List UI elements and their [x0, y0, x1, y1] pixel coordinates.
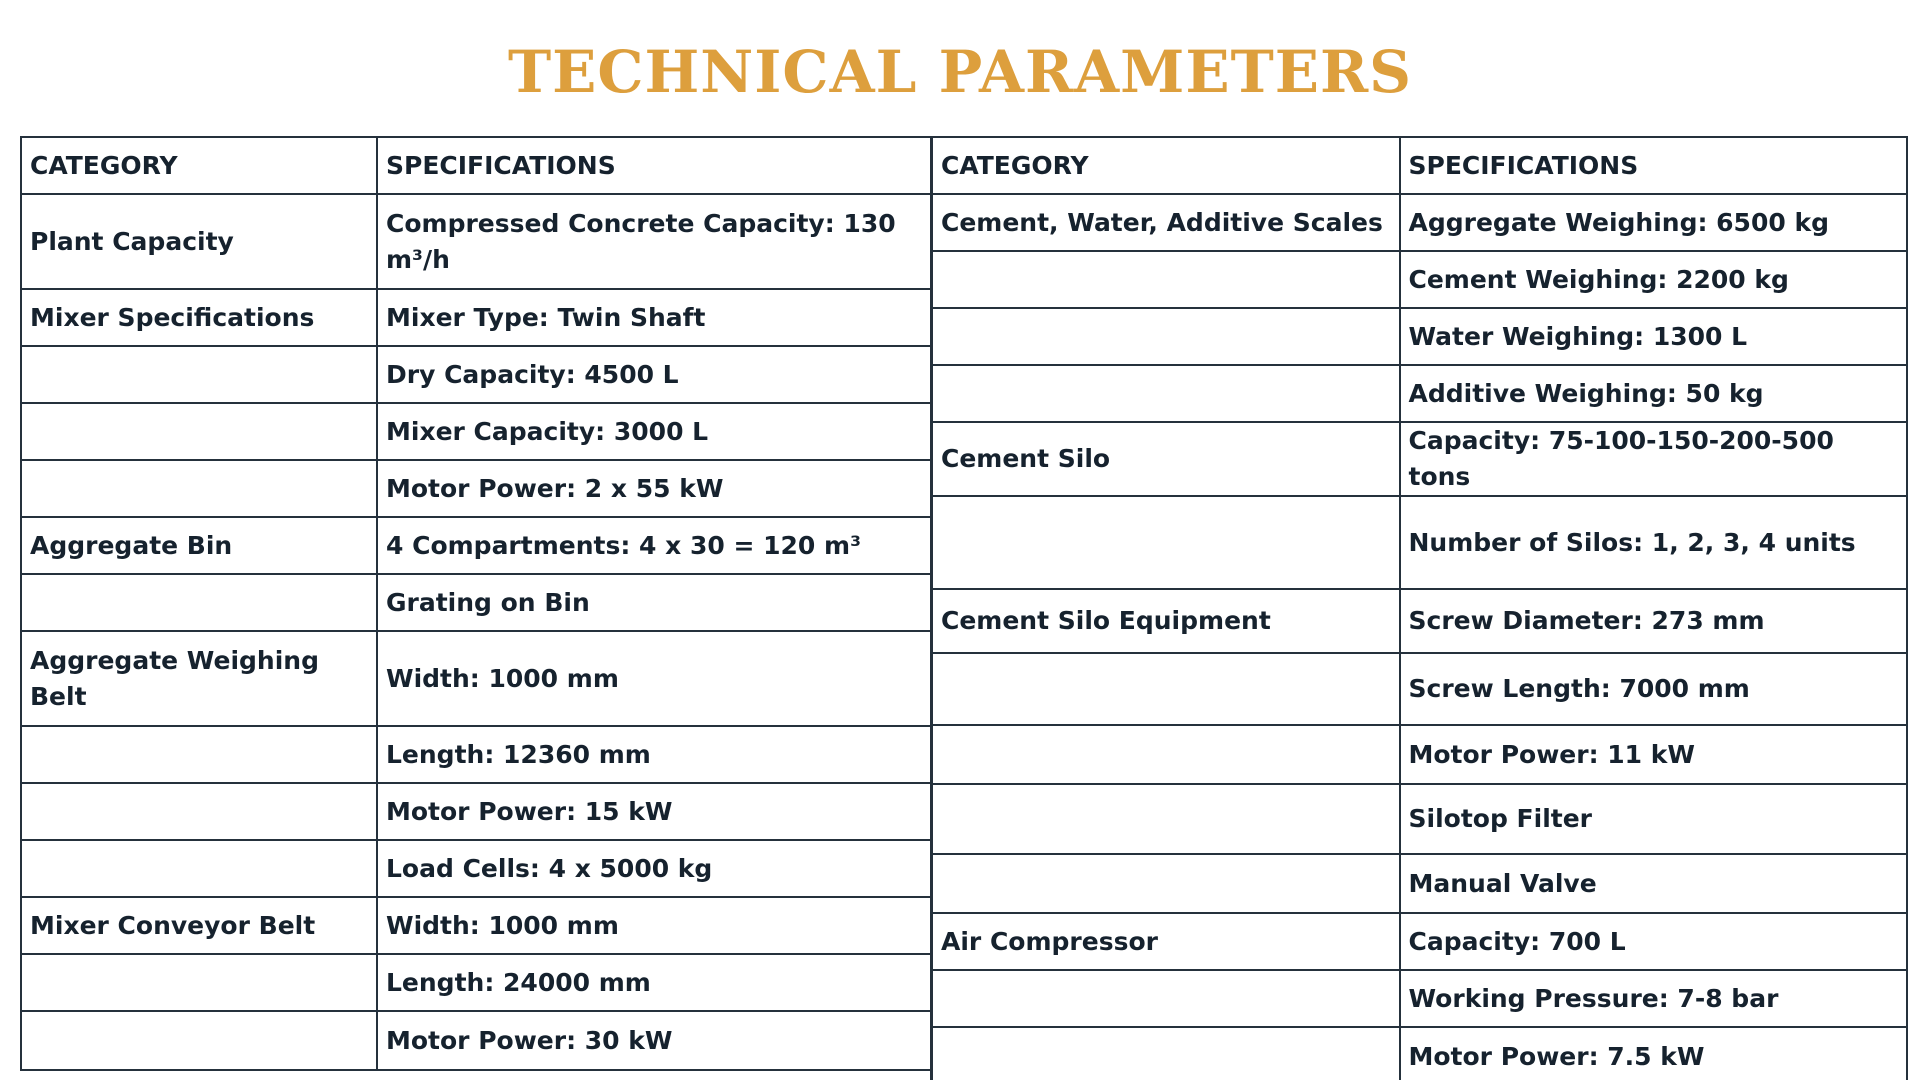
table-row: [932, 854, 1907, 913]
spec-cell: Motor Power: 2 x 55 kW: [377, 460, 931, 517]
spec-cell: Capacity: 75-100-150-200-500 tons: [1400, 422, 1907, 496]
table-row: [932, 725, 1907, 784]
header-category: CATEGORY: [21, 137, 377, 194]
category-cell: [21, 726, 377, 783]
category-cell: [21, 954, 377, 1011]
category-cell: [932, 970, 1400, 1027]
header-specifications: SPECIFICATIONS: [377, 137, 931, 194]
spec-cell: Motor Power: 7.5 kW: [1400, 1027, 1907, 1080]
category-cell: [932, 784, 1400, 854]
spec-cell: Capacity: 700 L: [1400, 913, 1907, 970]
table-row: [932, 970, 1907, 1027]
table-row: [21, 194, 931, 289]
category-cell: Mixer Specifications: [21, 289, 377, 346]
category-cell: [932, 653, 1400, 725]
category-cell: [21, 840, 377, 897]
spec-cell: Width: 1000 mm: [377, 897, 931, 954]
table-row: [21, 726, 931, 783]
table-row: [21, 897, 931, 954]
header-category: CATEGORY: [932, 137, 1400, 194]
category-cell: [932, 1027, 1400, 1080]
table-row: [21, 1011, 931, 1070]
category-cell: Cement Silo: [932, 422, 1400, 496]
spec-cell: Length: 24000 mm: [377, 954, 931, 1011]
table-row: [932, 194, 1907, 251]
spec-cell: Mixer Capacity: 3000 L: [377, 403, 931, 460]
spec-cell: Cement Weighing: 2200 kg: [1400, 251, 1907, 308]
table-row: [932, 913, 1907, 970]
category-cell: [932, 854, 1400, 913]
spec-cell: Length: 12360 mm: [377, 726, 931, 783]
category-cell: [21, 574, 377, 631]
table-row: [21, 346, 931, 403]
category-cell: Cement, Water, Additive Scales: [932, 194, 1400, 251]
spec-cell: Mixer Type: Twin Shaft: [377, 289, 931, 346]
category-cell: [932, 725, 1400, 784]
category-cell: [932, 308, 1400, 365]
spec-cell: Manual Valve: [1400, 854, 1907, 913]
header-specifications: SPECIFICATIONS: [1400, 137, 1907, 194]
category-cell: [21, 783, 377, 840]
category-cell: [932, 365, 1400, 422]
table-row: [21, 840, 931, 897]
spec-cell: Silotop Filter: [1400, 784, 1907, 854]
spec-cell: Motor Power: 15 kW: [377, 783, 931, 840]
category-cell: [21, 460, 377, 517]
spec-cell: Screw Diameter: 273 mm: [1400, 589, 1907, 653]
spec-cell: Working Pressure: 7-8 bar: [1400, 970, 1907, 1027]
spec-cell: Water Weighing: 1300 L: [1400, 308, 1907, 365]
spec-cell: Load Cells: 4 x 5000 kg: [377, 840, 931, 897]
table-row: [932, 653, 1907, 725]
spec-cell: Grating on Bin: [377, 574, 931, 631]
table-row: [21, 574, 931, 631]
spec-cell: Screw Length: 7000 mm: [1400, 653, 1907, 725]
category-cell: Plant Capacity: [21, 194, 377, 289]
spec-cell: Additive Weighing: 50 kg: [1400, 365, 1907, 422]
spec-cell: Compressed Concrete Capacity: 130 m³/h: [377, 194, 931, 289]
table-row: [932, 589, 1907, 653]
table-row: [21, 460, 931, 517]
table-row: [932, 422, 1907, 496]
left-spec-table: [20, 136, 932, 1071]
spec-cell: Motor Power: 11 kW: [1400, 725, 1907, 784]
category-cell: [932, 251, 1400, 308]
category-cell: [932, 496, 1400, 589]
table-row: [932, 308, 1907, 365]
table-row: [21, 631, 931, 726]
category-cell: Aggregate Weighing Belt: [21, 631, 377, 726]
spec-cell: Motor Power: 30 kW: [377, 1011, 931, 1070]
category-cell: [21, 346, 377, 403]
table-row: [21, 289, 931, 346]
header-row: [932, 137, 1907, 194]
category-cell: Mixer Conveyor Belt: [21, 897, 377, 954]
page-title: TECHNICAL PARAMETERS: [507, 38, 1413, 106]
category-cell: Aggregate Bin: [21, 517, 377, 574]
table-row: [932, 1027, 1907, 1080]
right-spec-table: [930, 136, 1908, 1080]
category-cell: [21, 403, 377, 460]
spec-cell: Aggregate Weighing: 6500 kg: [1400, 194, 1907, 251]
table-row: [21, 783, 931, 840]
table-row: [21, 517, 931, 574]
table-row: [932, 251, 1907, 308]
spec-cell: Width: 1000 mm: [377, 631, 931, 726]
category-cell: Cement Silo Equipment: [932, 589, 1400, 653]
spec-cell: Dry Capacity: 4500 L: [377, 346, 931, 403]
spec-cell: Number of Silos: 1, 2, 3, 4 units: [1400, 496, 1907, 589]
category-cell: [21, 1011, 377, 1070]
table-row: [21, 954, 931, 1011]
spec-cell: 4 Compartments: 4 x 30 = 120 m³: [377, 517, 931, 574]
table-row: [21, 403, 931, 460]
header-row: [21, 137, 931, 194]
category-cell: Air Compressor: [932, 913, 1400, 970]
table-row: [932, 784, 1907, 854]
table-row: [932, 365, 1907, 422]
table-row: [932, 496, 1907, 589]
